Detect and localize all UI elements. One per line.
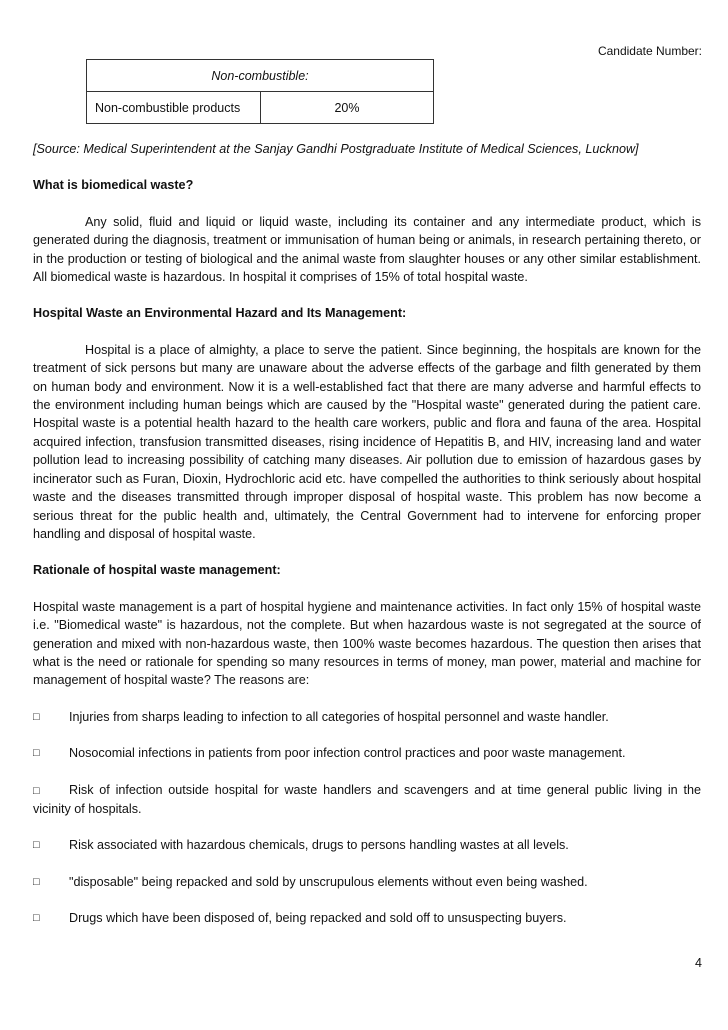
- list-item-text: Injuries from sharps leading to infection to all categories of hospital personnel and waste handler.: [69, 709, 609, 724]
- table-cell-value: 20%: [261, 92, 434, 124]
- bullet-marker: □: [33, 839, 40, 852]
- bullet-marker: □: [33, 710, 40, 723]
- waste-composition-table: [86, 59, 434, 124]
- list-item-text: Risk of infection outside hospital for waste handlers and scavengers and at time general public living in the vicinity of hospitals.: [33, 782, 701, 816]
- section-paragraph: Any solid, fluid and liquid or liquid waste, including its container and any intermediate product, which is generated during the diagnosis, treatment or immunisation of human being or animals, in research pertaining thereto, or in the production or testing of biological and the animal waste from slaughter houses or any other similar establishment. All biomedical waste is hazardous. In hospital it comprises of 15% of total hospital waste.: [33, 214, 701, 285]
- table-row: [87, 92, 434, 124]
- source-note: [Source: Medical Superintendent at the Sanjay Gandhi Postgraduate Institute of Medical Sciences, Lucknow]: [33, 142, 639, 156]
- list-item: [33, 781, 701, 819]
- section-paragraph: Hospital is a place of almighty, a place to serve the patient. Since beginning, the hospitals are known for the treatment of sick persons but many are unaware about the adverse effects of the garbage and filth generated by them on human body and environment. Now it is a well-established fact that there are many adverse and harmful effects to the environment including human beings which are caused by the "Hospital waste" generated during the patient care. Hospital waste is a potential health hazard to the health care workers, public and flora and fauna of the area. Hospital acquired infection, transfusion transmitted diseases, rising incidence of Hepatitis B, and HIV, increasing land and water pollution lead to increasing possibility of catching many diseases. Air pollution due to emission of hazardous gases by incinerator such as Furan, Dioxin, Hydrochloric acid etc. have compelled the authorities to think seriously about hospital waste and the diseases transmitted through improper disposal of hospital waste. This problem has now become a serious threat for the public health and, ultimately, the Central Government had to intervene for enforcing proper handling and disposal of hospital waste.: [33, 342, 701, 541]
- table-section-label: Non-combustible:: [87, 60, 434, 92]
- bullet-marker: □: [33, 875, 40, 888]
- bullet-marker: □: [33, 747, 40, 760]
- list-item: [33, 873, 701, 891]
- list-item: [33, 744, 701, 762]
- list-item-text: "disposable" being repacked and sold by unscrupulous elements without even being washed.: [69, 874, 588, 889]
- list-item: [33, 836, 701, 854]
- bullet-marker: □: [33, 784, 40, 797]
- list-item: [33, 708, 701, 726]
- list-item: [33, 909, 701, 927]
- list-item-text: Risk associated with hazardous chemicals, drugs to persons handling wastes at all levels.: [69, 838, 569, 853]
- table-cell-item: Non-combustible products: [87, 92, 261, 124]
- candidate-number-label: Candidate Number:: [597, 44, 702, 58]
- page-number: 4: [695, 956, 702, 970]
- list-item-text: Nosocomial infections in patients from poor infection control practices and poor waste management.: [69, 746, 626, 761]
- section-heading: Rationale of hospital waste management:: [33, 563, 281, 578]
- section-heading: What is biomedical waste?: [33, 178, 194, 193]
- section-paragraph: Hospital waste management is a part of hospital hygiene and maintenance activities. In fact only 15% of hospital waste i.e. "Biomedical waste" is hazardous, not the complete. But when hazardous waste is not segregated at the source of generation and mixed with non-hazardous waste, then 100% waste becomes hazardous. The question then arises that what is the need or rationale for spending so many resources in terms of money, man power, material and machine for management of hospital waste? The reasons are:: [33, 599, 701, 688]
- document-body: [33, 140, 701, 946]
- bullet-marker: □: [33, 912, 40, 925]
- list-item-text: Drugs which have been disposed of, being repacked and sold off to unsuspecting buyers.: [69, 911, 567, 926]
- section-heading: Hospital Waste an Environmental Hazard and Its Management:: [33, 306, 407, 321]
- table-row: [87, 60, 434, 92]
